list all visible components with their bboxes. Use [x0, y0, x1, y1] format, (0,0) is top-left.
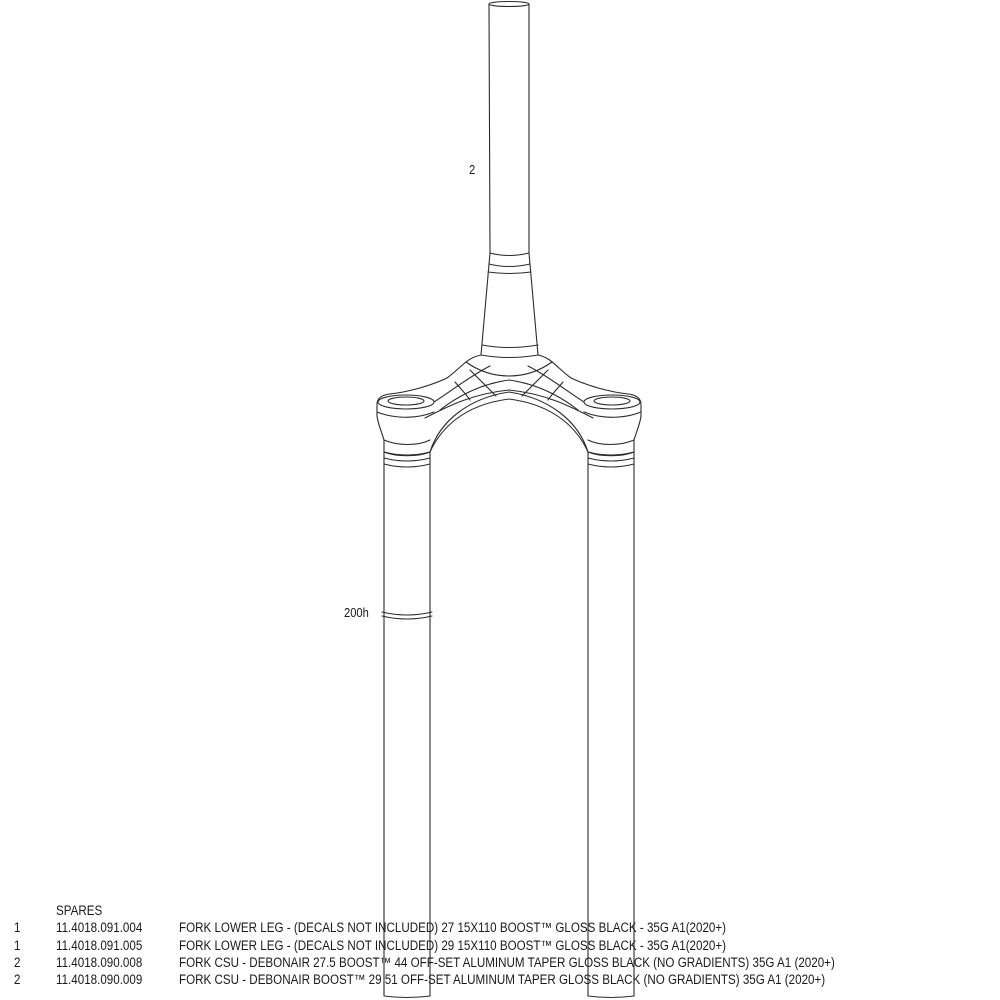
spare-row: [14, 971, 994, 988]
spare-description: FORK LOWER LEG - (DECALS NOT INCLUDED) 29 15X110 BOOST™ GLOSS BLACK - 35G A1(2020+): [179, 937, 727, 953]
spare-part-number: 11.4018.090.008: [56, 954, 143, 970]
spare-part-number: 11.4018.091.004: [56, 920, 143, 936]
spare-description: FORK CSU - DEBONAIR BOOST™ 29 51 OFF-SET ALUMINUM TAPER GLOSS BLACK (NO GRADIENTS) 35G A1 (2020+): [179, 972, 826, 988]
callout-crown-ring: 200h: [344, 605, 369, 620]
spare-description: FORK CSU - DEBONAIR 27.5 BOOST™ 44 OFF-SET ALUMINUM TAPER GLOSS BLACK (NO GRADIENTS) 35G A1 (2020+): [179, 954, 835, 970]
spares-list: [14, 902, 994, 988]
spare-qty: 2: [14, 954, 21, 970]
spare-row: [14, 937, 994, 954]
callout-steerer: 2: [469, 162, 476, 177]
spare-description: FORK LOWER LEG - (DECALS NOT INCLUDED) 27 15X110 BOOST™ GLOSS BLACK - 35G A1(2020+): [179, 920, 727, 936]
spare-qty: 2: [14, 972, 21, 988]
spare-part-number: 11.4018.090.009: [56, 972, 143, 988]
steerer-taper: [481, 253, 538, 358]
spares-title: SPARES: [56, 903, 103, 918]
fork-crown: [377, 355, 641, 456]
spare-row: [14, 919, 994, 936]
spare-row: [14, 954, 994, 971]
spare-qty: 1: [14, 937, 21, 953]
steerer-tube: [489, 2, 529, 256]
spare-qty: 1: [14, 920, 21, 936]
spare-part-number: 11.4018.091.005: [56, 937, 143, 953]
